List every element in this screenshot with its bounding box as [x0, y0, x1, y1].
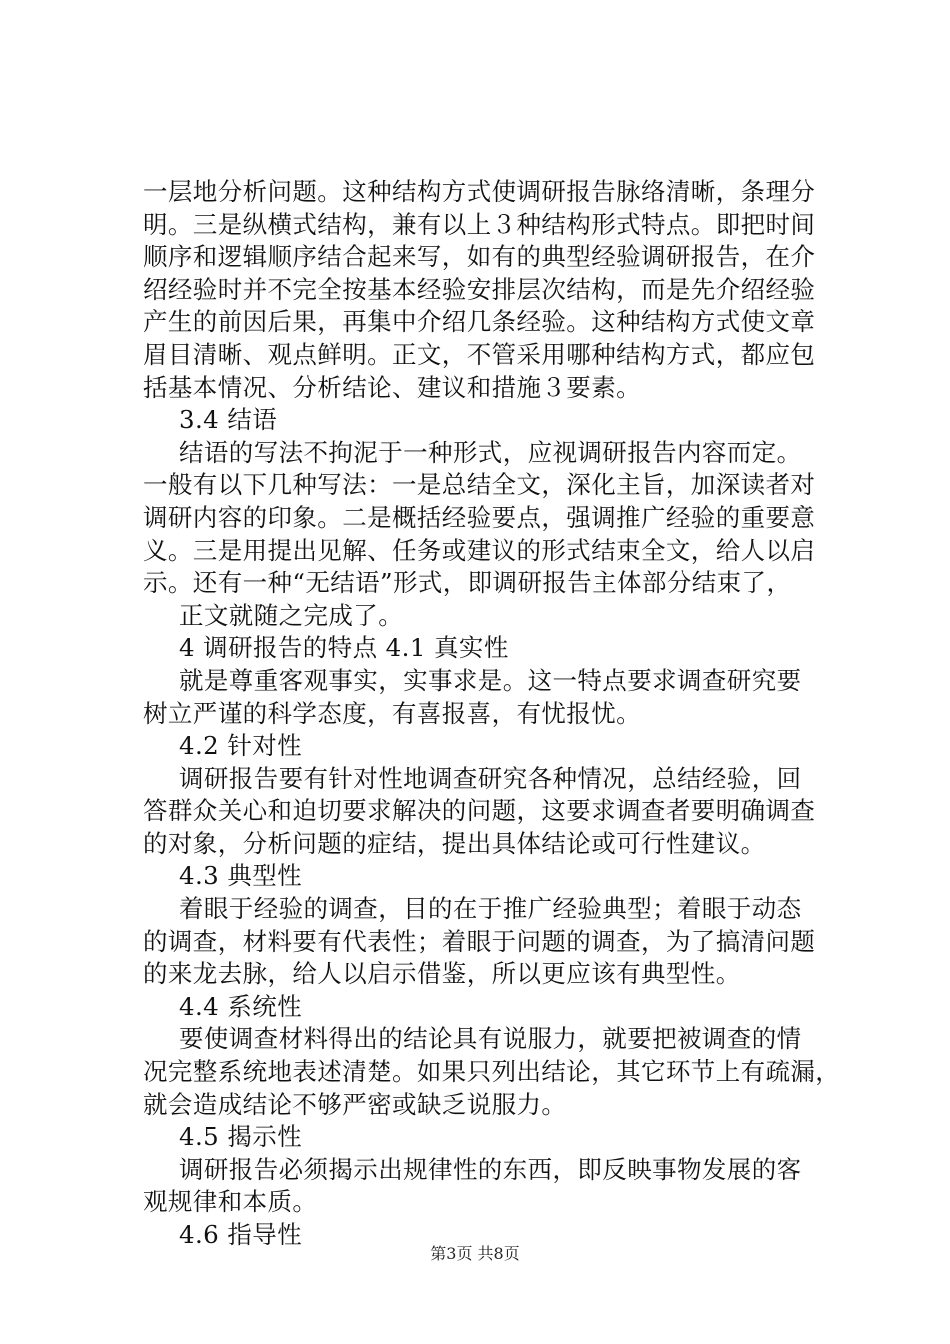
paragraph-line: 正文就随之完成了。: [179, 600, 404, 630]
paragraph-line: 况完整系统地表述清楚。如果只列出结论，其它环节上有疏漏，: [143, 1057, 841, 1087]
page-number-footer: 第3页 共8页: [430, 1244, 520, 1263]
section-heading: 4.2 针对性: [179, 731, 303, 761]
paragraph-line: 明。三是纵横式结构，兼有以上３种结构形式特点。即把时间: [143, 209, 816, 239]
paragraph-line: 就会造成结论不够严密或缺乏说服力。: [143, 1089, 567, 1119]
paragraph-line: 产生的前因后果，再集中介绍几条经验。这种结构方式使文章: [143, 307, 816, 337]
paragraph-line: 示。还有一种“无结语”形式，即调研报告主体部分结束了，: [143, 568, 792, 598]
paragraph-line: 要使调查材料得出的结论具有说服力，就要把被调查的情: [179, 1024, 802, 1054]
paragraph-line: 调研报告必须揭示出规律性的东西，即反映事物发展的客: [179, 1154, 802, 1184]
paragraph-line: 绍经验时并不完全按基本经验安排层次结构，而是先介绍经验: [143, 274, 816, 304]
paragraph-line: 答群众关心和迫切要求解决的问题，这要求调查者要明确调查: [143, 796, 816, 826]
section-heading: 4.6 指导性: [179, 1220, 303, 1249]
paragraph-line: 一般有以下几种写法：一是总结全文，深化主旨，加深读者对: [143, 470, 816, 500]
paragraph-line: 顺序和逻辑顺序结合起来写，如有的典型经验调研报告，在介: [143, 242, 816, 272]
paragraph-line: 观规律和本质。: [143, 1187, 318, 1217]
paragraph-line: 的对象，分析问题的症结，提出具体结论或可行性建议。: [143, 828, 766, 858]
section-heading: 4.5 揭示性: [179, 1122, 303, 1152]
paragraph-line: 括基本情况、分析结论、建议和措施３要素。: [143, 372, 641, 402]
paragraph-line: 眉目清晰、观点鲜明。正文，不管采用哪种结构方式，都应包: [143, 339, 816, 369]
section-heading: 4 调研报告的特点 4.1 真实性: [179, 633, 509, 663]
paragraph-line: 就是尊重客观事实，实事求是。这一特点要求调查研究要: [179, 665, 802, 695]
body-text: [143, 176, 841, 1252]
section-heading: 4.4 系统性: [179, 991, 303, 1021]
paragraph-line: 的来龙去脉，给人以启示借鉴，所以更应该有典型性。: [143, 959, 741, 989]
paragraph-line: 一层地分析问题。这种结构方式使调研报告脉络清晰，条理分: [143, 177, 816, 206]
section-heading: 3.4 结语: [179, 405, 278, 435]
section-heading: 4.3 典型性: [179, 861, 303, 891]
paragraph-line: 结语的写法不拘泥于一种形式，应视调研报告内容而定。: [179, 437, 802, 467]
paragraph-line: 义。三是用提出见解、任务或建议的形式结束全文，给人以启: [143, 535, 816, 565]
paragraph-line: 的调查，材料要有代表性；着眼于问题的调查，为了搞清问题: [143, 926, 816, 956]
paragraph-line: 着眼于经验的调查，目的在于推广经验典型；着眼于动态: [179, 894, 802, 924]
paragraph-line: 调研内容的印象。二是概括经验要点，强调推广经验的重要意: [143, 502, 816, 532]
paragraph-line: 调研报告要有针对性地调查研究各种情况，总结经验，回: [179, 763, 802, 793]
paragraph-line: 树立严谨的科学态度，有喜报喜，有忧报忧。: [143, 698, 641, 728]
